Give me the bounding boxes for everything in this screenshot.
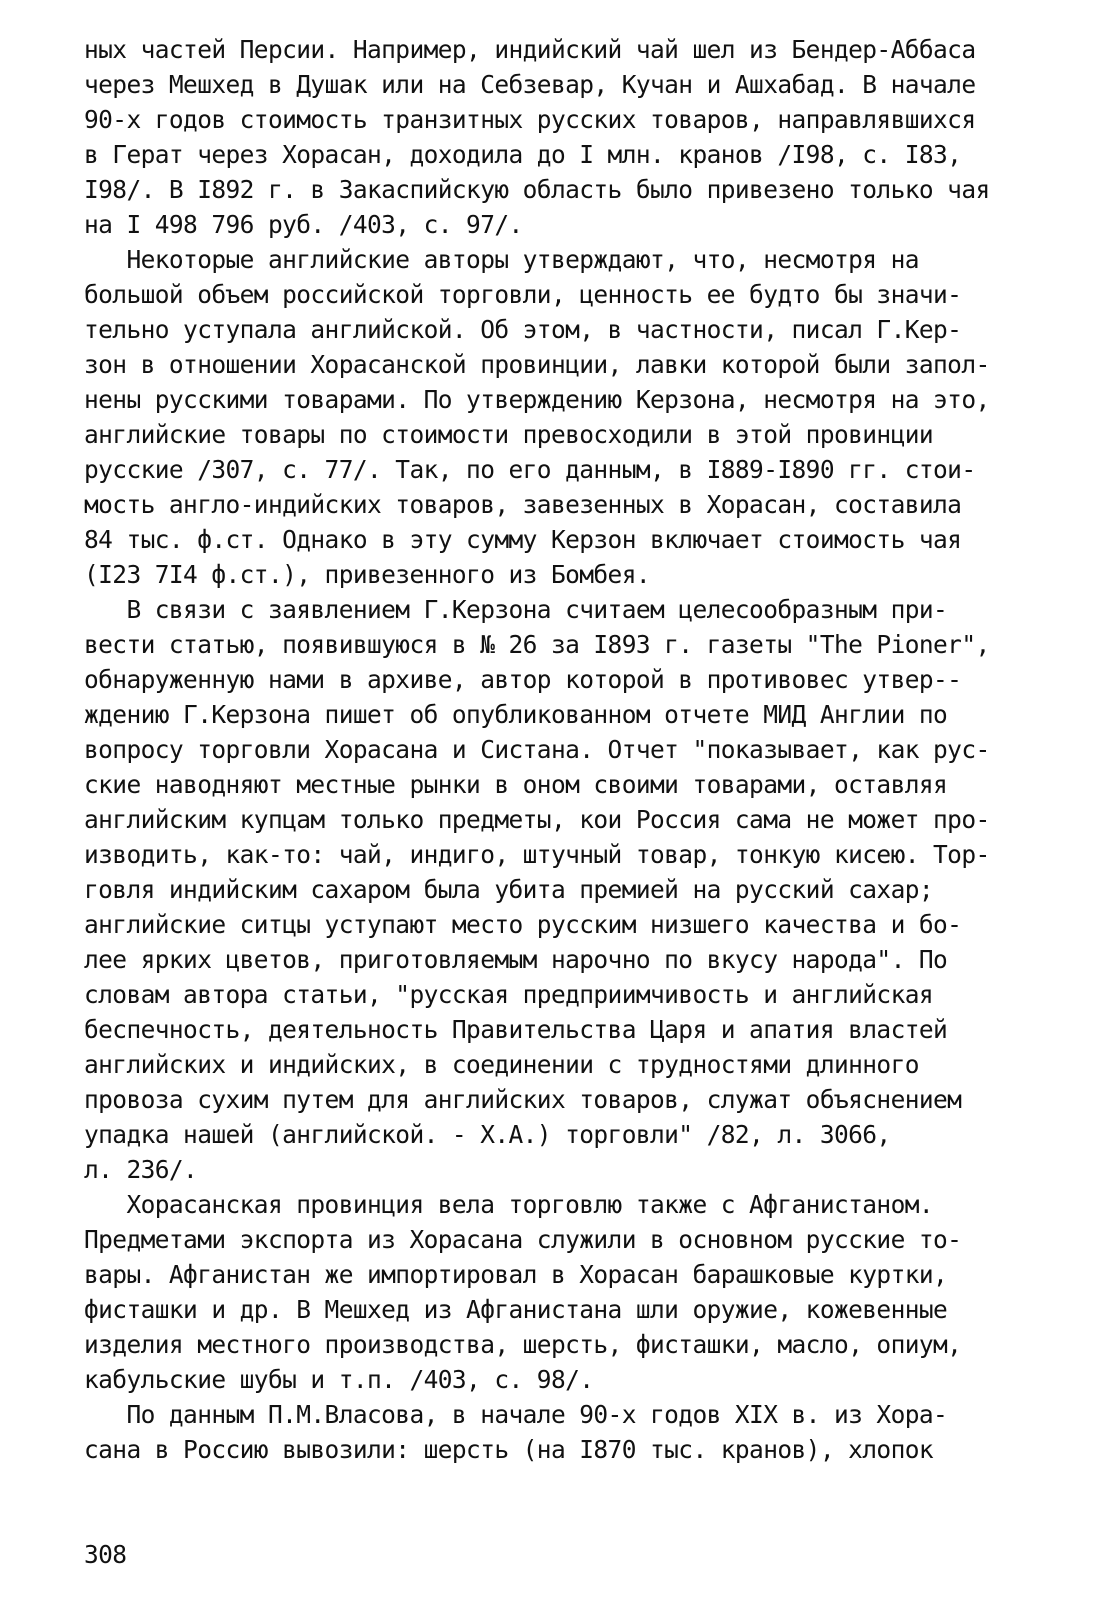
text-line: английским купцам только предметы, кои Россия сама не может про- — [84, 805, 990, 834]
text-line: 84 тыс. ф.ст. Однако в эту сумму Керзон включает стоимость чая — [84, 525, 962, 554]
text-line: Некоторые английские авторы утверждают, что, несмотря на — [84, 245, 919, 274]
text-line: английских и индийских, в соединении с трудностями длинного — [84, 1050, 919, 1079]
text-line: Предметами экспорта из Хорасана служили в основном русские то- — [84, 1225, 962, 1254]
text-line: мость англо-индийских товаров, завезенных в Хорасан, составила — [84, 490, 962, 519]
text-line: По данным П.М.Власова, в начале 90-х годов XIX в. из Хора- — [84, 1400, 948, 1429]
text-line: обнаруженную нами в архиве, автор которой в противовес утвер-- — [84, 665, 962, 694]
text-line: (I23 7I4 ф.ст.), привезенного из Бомбея. — [84, 560, 651, 589]
text-line: вары. Афганистан же импортировал в Хорасан барашковые куртки, — [84, 1260, 948, 1289]
text-line: провоза сухим путем для английских товаров, служат объяснением — [84, 1085, 962, 1114]
text-line: словам автора статьи, "русская предприимчивость и английская — [84, 980, 934, 1009]
text-line: 90-х годов стоимость транзитных русских товаров, направлявшихся — [84, 105, 976, 134]
text-line: фисташки и др. В Мешхед из Афганистана шли оружие, кожевенные — [84, 1295, 948, 1324]
text-line: лее ярких цветов, приготовляемым нарочно по вкусу народа". По — [84, 945, 948, 974]
text-line: зон в отношении Хорасанской провинции, лавки которой были запол- — [84, 350, 990, 379]
text-line: сана в Россию вывозили: шерсть (на I870 тыс. кранов), хлопок — [84, 1435, 934, 1464]
text-line: изводить, как-то: чай, индиго, штучный товар, тонкую кисею. Тор- — [84, 840, 990, 869]
text-line: упадка нашей (английской. - Х.А.) торговли" /82, л. 3066, — [84, 1120, 891, 1149]
text-line: в Герат через Хорасан, доходила до I млн. кранов /I98, с. I83, — [84, 140, 962, 169]
text-line: л. 236/. — [84, 1155, 198, 1184]
text-line: говля индийским сахаром была убита премией на русский сахар; — [84, 875, 934, 904]
text-line: большой объем российской торговли, ценность ее будто бы значи- — [84, 280, 962, 309]
text-line: изделия местного производства, шерсть, фисташки, масло, опиум, — [84, 1330, 962, 1359]
text-line: I98/. В I892 г. в Закаспийскую область было привезено только чая — [84, 175, 990, 204]
text-line: вопросу торговли Хорасана и Систана. Отчет "показывает, как рус- — [84, 735, 990, 764]
text-line: Хорасанская провинция вела торговлю также с Афганистаном. — [84, 1190, 934, 1219]
text-line: ждению Г.Керзона пишет об опубликованном отчете МИД Англии по — [84, 700, 948, 729]
body-text — [84, 32, 1024, 1467]
text-line: на I 498 796 руб. /403, с. 97/. — [84, 210, 523, 239]
text-line: ных частей Персии. Например, индийский чай шел из Бендер-Аббаса — [84, 35, 976, 64]
text-line: английские товары по стоимости превосходили в этой провинции — [84, 420, 934, 449]
text-line: вести статью, появившуюся в № 26 за I893 г. газеты "The Pioner", — [84, 630, 990, 659]
page-number: 308 — [84, 1540, 127, 1569]
text-line: нены русскими товарами. По утверждению Керзона, несмотря на это, — [84, 385, 990, 414]
text-line: через Мешхед в Душак или на Себзевар, Кучан и Ашхабад. В начале — [84, 70, 976, 99]
text-line: В связи с заявлением Г.Керзона считаем целесообразным при- — [84, 595, 948, 624]
text-line: беспечность, деятельность Правительства Царя и апатия властей — [84, 1015, 948, 1044]
text-line: русские /307, с. 77/. Так, по его данным, в I889-I890 гг. стои- — [84, 455, 976, 484]
text-line: ские наводняют местные рынки в оном своими товарами, оставляя — [84, 770, 948, 799]
text-line: кабульские шубы и т.п. /403, с. 98/. — [84, 1365, 594, 1394]
text-line: тельно уступала английской. Об этом, в частности, писал Г.Кер- — [84, 315, 962, 344]
text-line: английские ситцы уступают место русским низшего качества и бо- — [84, 910, 962, 939]
